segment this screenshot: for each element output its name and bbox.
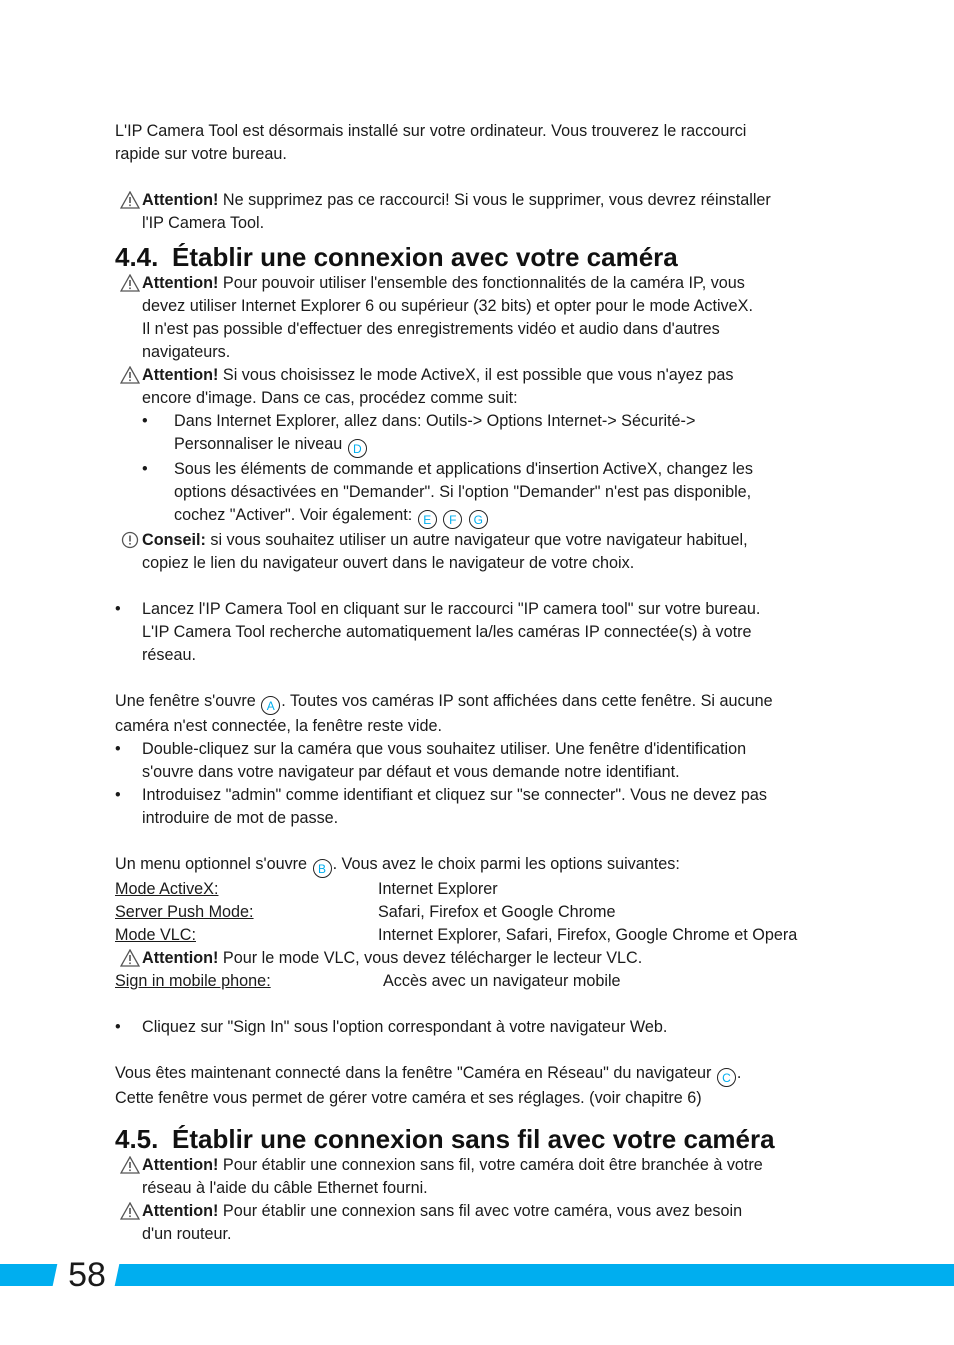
page-number: 58 (68, 1256, 106, 1294)
mode-key: Server Push Mode: (115, 903, 254, 921)
bullet: • (115, 740, 121, 758)
mode-row-vlc (115, 924, 840, 947)
warning-activex: Attention! Si vous choisissez le mode ActiveX, il est possible que vous n'ayez pas encore d'image. Dans ce cas, procédez comme suit: (115, 364, 840, 410)
mode-key: Mode VLC: (115, 926, 196, 944)
bullet-admin: • Introduisez "admin" comme identifiant et cliquez sur "se connecter". Vous ne devez pas introduire de mot de passe. (115, 786, 767, 827)
warning-icon (120, 1156, 140, 1174)
bullet: • (115, 1018, 121, 1036)
sub-bullet-internet-options: • Dans Internet Explorer, allez dans: Outils-> Options Internet-> Sécurité-> Personnaliser le niveau D (142, 412, 696, 456)
warning-icon (120, 274, 140, 292)
warning-ethernet: Attention! Pour établir une connexion sans fil, votre caméra doit être branchée à votre réseau à l'aide du câble Ethernet fourni. (115, 1154, 840, 1200)
menu-opens-line: Un menu optionnel s'ouvre B . Vous avez le choix parmi les options suivantes: (115, 855, 680, 876)
window-opens-line-1: Une fenêtre s'ouvre A . Toutes vos caméras IP sont affichées dans cette fenêtre. Si aucune (115, 692, 773, 713)
callout-badge-d: D (348, 439, 367, 458)
mode-row-activex (115, 878, 840, 901)
tip-browser: Conseil: si vous souhaitez utiliser un autre navigateur que votre navigateur habituel, copiez le lien du navigateur ouvert dans le navigateur de votre choix. (115, 529, 840, 575)
bullet: • (142, 460, 148, 478)
mode-key: Sign in mobile phone: (115, 972, 271, 990)
bullet: • (115, 786, 121, 804)
callout-badge-g: G (469, 510, 488, 529)
callout-badge-b: B (313, 859, 332, 878)
connected-line-1: Vous êtes maintenant connecté dans la fenêtre "Caméra en Réseau" du navigateur C . (115, 1064, 742, 1085)
callout-badge-f: F (443, 510, 462, 529)
bullet: • (115, 600, 121, 618)
bullet-sign-in: • Cliquez sur "Sign In" sous l'option correspondant à votre navigateur Web. (115, 1016, 840, 1039)
callout-badge-c: C (717, 1068, 736, 1087)
mode-value: Accès avec un navigateur mobile (383, 972, 621, 990)
connected-line-2: Cette fenêtre vous permet de gérer votre caméra et ses réglages. (voir chapitre 6) (115, 1089, 702, 1107)
footer-band (0, 1264, 954, 1286)
mode-value: Safari, Firefox et Google Chrome (378, 903, 616, 921)
callout-badge-a: A (261, 696, 280, 715)
attention-label: Attention! (142, 191, 219, 209)
warning-icon (120, 949, 140, 967)
warning-internet-explorer: Attention! Pour pouvoir utiliser l'ensemble des fonctionnalités de la caméra IP, vous devez utiliser Internet Explorer 6 ou supérieur (32 bits) et opter pour le mode ActiveX. Il n'est pas possible d'effectuer des enregistrements vidéo et audio dans d'autres navigateurs. (115, 272, 840, 364)
mode-value: Internet Explorer (378, 880, 498, 898)
warning-shortcut: Attention! Ne supprimez pas ce raccourci! Si vous le supprimer, vous devrez réinstaller l'IP Camera Tool. (115, 189, 840, 235)
intro-line-2: rapide sur votre bureau. (115, 145, 287, 163)
intro-line-1: L'IP Camera Tool est désormais installé sur votre ordinateur. Vous trouverez le raccourci (115, 122, 747, 140)
section-heading-4-5: 4.5. Établir une connexion sans fil avec votre caméra (115, 1124, 775, 1154)
warning-router: Attention! Pour établir une connexion sans fil avec votre caméra, vous avez besoin d'un routeur. (115, 1200, 840, 1246)
mode-row-server-push (115, 901, 840, 924)
callout-badge-e: E (418, 510, 437, 529)
page-content (115, 120, 840, 1246)
conseil-label: Conseil: (142, 531, 206, 549)
bullet-launch-tool: • Lancez l'IP Camera Tool en cliquant sur le raccourci "IP camera tool" sur votre bureau. L'IP Camera Tool recherche automatiquement la/les caméras IP connectée(s) à votre réseau. (115, 600, 761, 664)
sub-bullet-activex-controls: • Sous les éléments de commande et applications d'insertion ActiveX, changez les options désactivées en "Demander". Si l'option "Demander" n'est pas disponible, cochez "Activer". Voir également: E F G (142, 460, 753, 527)
window-opens-line-2: caméra n'est connectée, la fenêtre reste vide. (115, 717, 443, 735)
warning-icon (120, 191, 140, 209)
section-heading-4-4: 4.4. Établir une connexion avec votre caméra (115, 242, 678, 272)
bullet-double-click: • Double-cliquez sur la caméra que vous souhaitez utiliser. Une fenêtre d'identification s'ouvre dans votre navigateur par défaut et vous demande notre identifiant. (115, 740, 747, 781)
bullet: • (142, 412, 148, 430)
mode-row-mobile (115, 970, 840, 993)
mode-value: Internet Explorer, Safari, Firefox, Google Chrome et Opera (378, 926, 798, 944)
info-icon (120, 531, 140, 549)
warning-vlc: Attention! Pour le mode VLC, vous devez télécharger le lecteur VLC. (115, 947, 840, 970)
mode-key: Mode ActiveX: (115, 880, 219, 898)
warning-icon (120, 1202, 140, 1220)
warning-icon (120, 366, 140, 384)
